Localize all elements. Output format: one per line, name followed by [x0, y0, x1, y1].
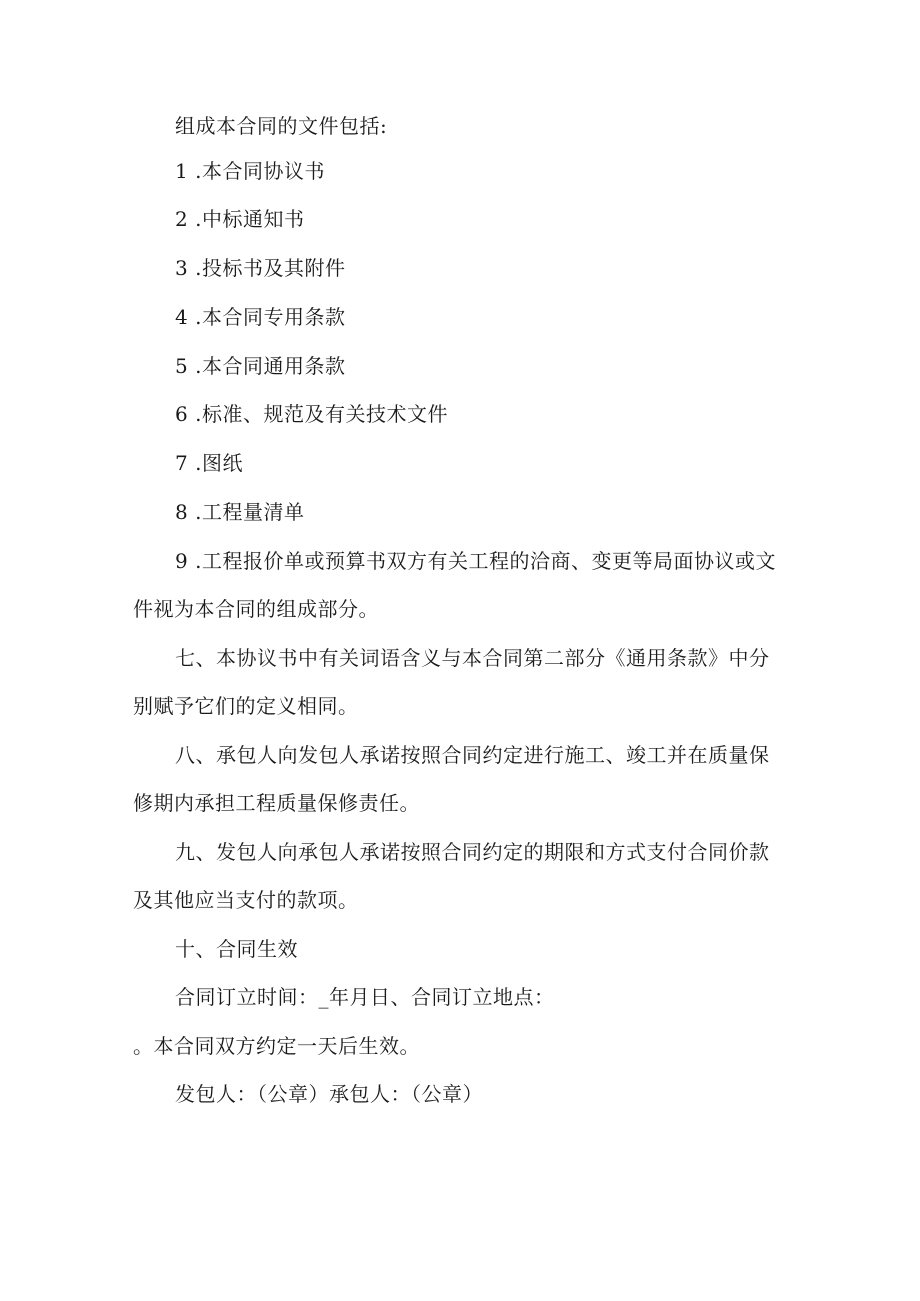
clause-ten-line2: 。本合同双方约定一天后生效。: [133, 1034, 420, 1058]
intro-text: 组成本合同的文件包括:: [175, 114, 388, 138]
list-item: 6 .标准、规范及有关技术文件: [175, 402, 448, 426]
clause-ten-title: 十、合同生效: [175, 937, 298, 961]
list-item: 2 .中标通知书: [175, 207, 305, 231]
clause-eight-line2: 修期内承担工程质量保修责任。: [133, 791, 420, 815]
list-item: 9 .工程报价单或预算书双方有关工程的洽商、变更等局面协议或文: [175, 549, 776, 573]
list-item: 7 .图纸: [175, 451, 243, 475]
list-item-continuation: 件视为本合同的组成部分。: [133, 597, 379, 621]
signature-line: 发包人：（公章）承包人：（公章）: [175, 1082, 483, 1106]
clause-nine-line2: 及其他应当支付的款项。: [133, 888, 359, 912]
list-item: 5 .本合同通用条款: [175, 354, 346, 378]
clause-seven-line2: 别赋予它们的定义相同。: [133, 694, 359, 718]
list-item: 3 .投标书及其附件: [175, 256, 346, 280]
clause-nine-line1: 九、发包人向承包人承诺按照合同约定的期限和方式支付合同价款: [175, 840, 770, 864]
clause-eight-line1: 八、承包人向发包人承诺按照合同约定进行施工、竣工并在质量保: [175, 743, 770, 767]
list-item: 1 .本合同协议书: [175, 159, 325, 183]
clause-seven-line1: 七、本协议书中有关词语含义与本合同第二部分《通用条款》中分: [175, 646, 770, 670]
list-item: 4 .本合同专用条款: [175, 305, 346, 329]
list-item: 8 .工程量清单: [175, 500, 305, 524]
clause-ten-line1: 合同订立时间：_年月日、合同订立地点：: [175, 985, 555, 1009]
